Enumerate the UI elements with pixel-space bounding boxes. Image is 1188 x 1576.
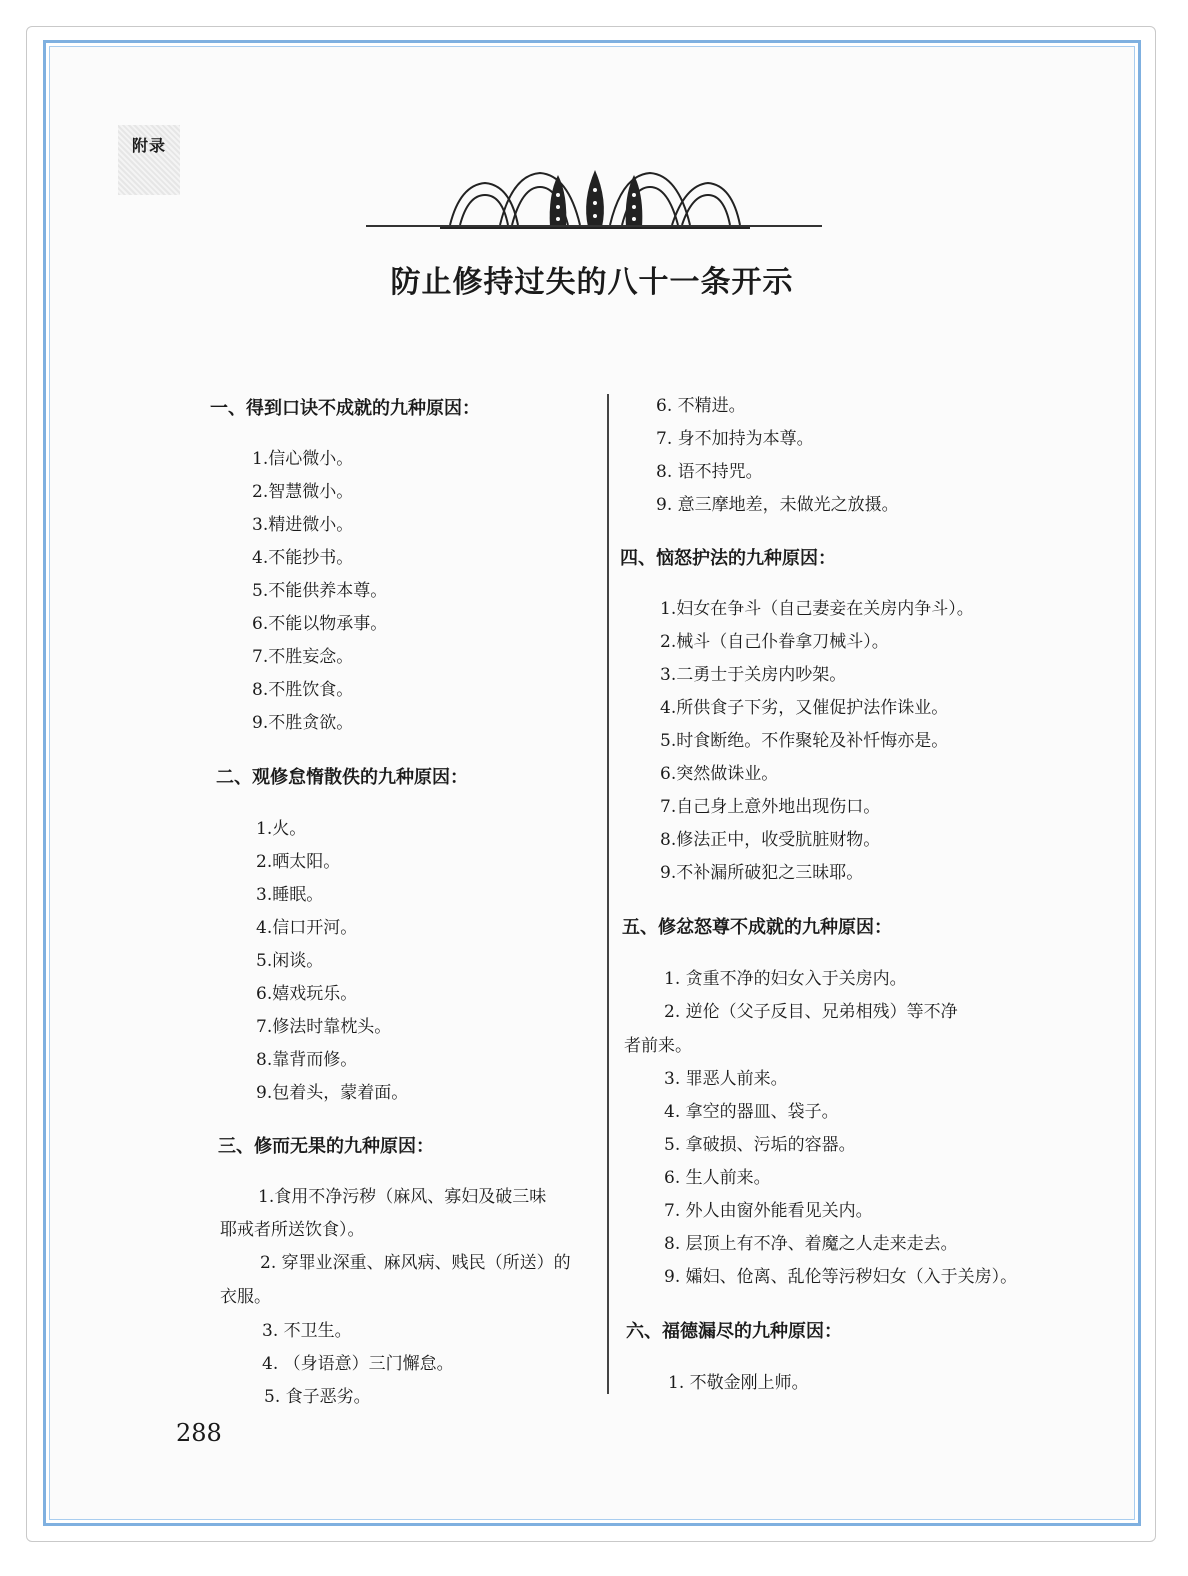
list-item: 5.闲谈。	[256, 951, 324, 971]
list-item: 3. 不卫生。	[262, 1321, 352, 1341]
list-item: 7. 外人由窗外能看见关内。	[664, 1201, 873, 1221]
page-number: 288	[176, 1419, 222, 1447]
section-heading-3: 三、修而无果的九种原因：	[218, 1136, 434, 1157]
list-item: 7.不胜妄念。	[252, 647, 354, 667]
list-item: 2. 穿罪业深重、麻风病、贱民（所送）的	[260, 1253, 571, 1273]
list-item: 3.睡眠。	[256, 885, 324, 905]
list-item: 衣服。	[220, 1287, 271, 1307]
list-item: 8. 层顶上有不净、着魔之人走来走去。	[664, 1234, 958, 1254]
book-page	[50, 47, 1134, 1519]
section-heading-6: 六、福德漏尽的九种原因：	[626, 1321, 842, 1342]
list-item: 4.不能抄书。	[252, 548, 354, 568]
list-item: 3. 罪恶人前来。	[664, 1069, 788, 1089]
list-item: 4. （身语意）三门懈怠。	[262, 1354, 454, 1374]
list-item: 9.包着头，蒙着面。	[256, 1083, 409, 1103]
list-item: 1. 贪重不净的妇女入于关房内。	[664, 969, 907, 989]
list-item: 5.不能供养本尊。	[252, 581, 388, 601]
list-item: 8.靠背而修。	[256, 1050, 358, 1070]
list-item: 1.火。	[256, 819, 307, 839]
list-item: 5.时食断绝。不作聚轮及补忏悔亦是。	[660, 731, 949, 751]
list-item: 6.不能以物承事。	[252, 614, 388, 634]
list-item: 3.二勇士于关房内吵架。	[660, 665, 847, 685]
list-item: 1. 不敬金刚上师。	[668, 1373, 809, 1393]
list-item: 2.晒太阳。	[256, 852, 341, 872]
section-heading-4: 四、恼怒护法的九种原因：	[620, 548, 836, 569]
list-item: 1.信心微小。	[252, 449, 354, 469]
list-item: 耶戒者所送饮食）。	[220, 1220, 365, 1240]
list-item: 2. 逆伦（父子反目、兄弟相残）等不净	[664, 1002, 958, 1022]
list-item: 7.自己身上意外地出现伤口。	[660, 797, 881, 817]
list-item: 2.智慧微小。	[252, 482, 354, 502]
list-item: 4. 拿空的器皿、袋子。	[664, 1102, 839, 1122]
section-heading-2: 二、观修怠惰散佚的九种原因：	[216, 767, 468, 788]
list-item: 9. 孀妇、伧离、乱伦等污秽妇女（入于关房）。	[664, 1267, 1018, 1287]
list-item: 5. 食子恶劣。	[264, 1387, 371, 1407]
list-item: 6.嬉戏玩乐。	[256, 984, 358, 1004]
list-item: 6. 不精进。	[656, 396, 746, 416]
list-item: 7.修法时靠枕头。	[256, 1017, 392, 1037]
list-item: 者前来。	[624, 1036, 692, 1056]
list-item: 5. 拿破损、污垢的容器。	[664, 1135, 856, 1155]
list-item: 4.信口开河。	[256, 918, 358, 938]
list-item: 6. 生人前来。	[664, 1168, 771, 1188]
column-divider	[607, 394, 609, 1394]
mountain-ornament-icon	[440, 165, 750, 231]
list-item: 1.食用不净污秽（麻风、寡妇及破三味	[258, 1187, 547, 1207]
list-item: 2.械斗（自己仆眷拿刀械斗）。	[660, 632, 889, 652]
list-item: 7. 身不加持为本尊。	[656, 429, 814, 449]
list-item: 8.修法正中，收受肮脏财物。	[660, 830, 881, 850]
list-item: 8. 语不持咒。	[656, 462, 763, 482]
list-item: 9.不胜贪欲。	[252, 713, 354, 733]
page-title: 防止修持过失的八十一条开示	[390, 265, 794, 300]
section-heading-1: 一、得到口诀不成就的九种原因：	[210, 398, 480, 419]
list-item: 9. 意三摩地差，未做光之放摄。	[656, 495, 899, 515]
list-item: 3.精进微小。	[252, 515, 354, 535]
list-item: 8.不胜饮食。	[252, 680, 354, 700]
appendix-tag: 附录	[118, 125, 180, 195]
section-heading-5: 五、修忿怒尊不成就的九种原因：	[622, 917, 892, 938]
list-item: 6.突然做诛业。	[660, 764, 779, 784]
list-item: 9.不补漏所破犯之三昧耶。	[660, 863, 864, 883]
list-item: 1.妇女在争斗（自己妻妾在关房内争斗）。	[660, 599, 974, 619]
title-rule	[366, 225, 822, 227]
list-item: 4.所供食子下劣，又催促护法作诛业。	[660, 698, 949, 718]
